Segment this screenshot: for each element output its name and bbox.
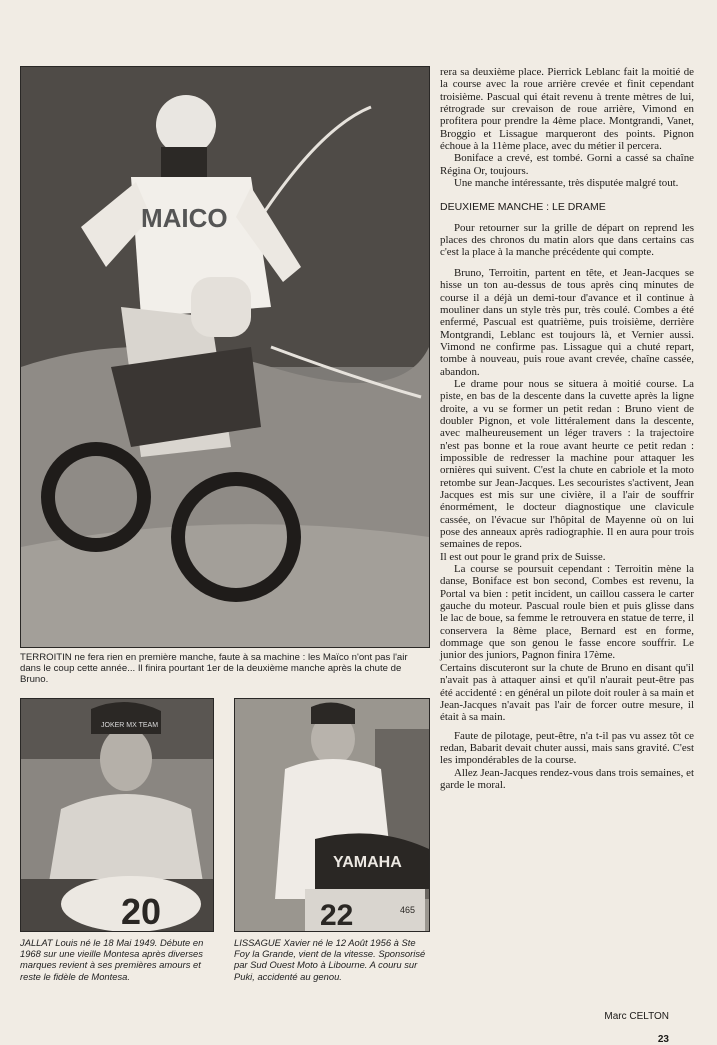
photo-lissague xyxy=(234,698,430,932)
article-paragraph: Boniface a crevé, est tombé. Gorni a cassé sa chaîne Régina Or, toujours. xyxy=(440,152,694,177)
article-paragraph: Il est out pour le grand prix de Suisse. xyxy=(440,550,606,563)
main-photo-caption: TERROITIN ne fera rien en première manche, faute à sa machine : les Maïco n'ont pas l'air dans le coup cette année... Il finira pourtant 1er de la deuxième manche après la chute de Bruno. xyxy=(20,652,408,685)
photo-jallat xyxy=(20,698,214,932)
article-paragraph: Le drame pour nous se situera à moitié course. La piste, en bas de la descente dans la cuvette après la ligne droite, a vu se former un petit redan : Bruno vient de doubler Pignon, et vole littéralement dans la descente, avec malheureusement un léger travers : la trajectoire n'est pas bonne et la roue avant heurte ce petit redan : impossible de redresser la machine pour attaquer les ornières qui suivent. C'est la chute en cabriole et la moto retombe sur Jean-Jacques. Les secouristes s'activent, Jean Jacques est mis sur une civière, il a l'air de souffrir énormément, le docteur diagnostique une clavicule cassée, on l'évacue sur l'hôpital de Mayenne où on lui pose des anneaux après radiographie. Il en aura pour trois semaines de repos. xyxy=(440,377,694,551)
yamaha-text: YAMAHA xyxy=(333,854,402,871)
maico-jersey-text: MAICO xyxy=(141,203,228,233)
number-20-text: 20 xyxy=(121,891,162,931)
jallat-caption: JALLAT Louis né le 18 Mai 1949. Débute en 1968 sur une vieille Montesa après diverses marques revient à ses premières amours et reste le fidèle de Montesa. xyxy=(20,937,204,982)
article-paragraph: rera sa deuxième place. Pierrick Leblanc fait la moitié de la course avec la roue arrière crevée et finit cependant troisième. Pascual qui était revenu à trente mètres de lui, rétrograde sur crevaison de roue arrière, Vimond en profitera pour prendre la 4ème place. Montgrandi, Vanet, Broggio et Lissague marqueront des points. Pignon échoue à la 11ème place, avec du métier il percera. xyxy=(440,66,694,153)
main-photo-terroitin xyxy=(20,66,430,648)
article-paragraph: Certains discuteront sur la chute de Bruno en disant qu'il n'avait pas à attaquer ainsi et qu'il n'aurait peut-être pas été accidenté : en général un pilote doit rouler à sa main et Jean-Jacques n'avait pas l'air de forcer outre mesure, il était à sa main. xyxy=(440,661,695,724)
author-signature: Marc CELTON xyxy=(604,1011,669,1022)
article-paragraph: Allez Jean-Jacques rendez-vous dans trois semaines, et garde le moral. xyxy=(440,766,694,791)
article-paragraph: Faute de pilotage, peut-être, n'a t-il pas vu assez tôt ce redan, Babarit devait chuter aussi, mais sans gravité. C'est les impondérables de la course. xyxy=(440,729,694,767)
cc-text: 465 xyxy=(400,905,416,915)
section-heading: DEUXIEME MANCHE : LE DRAME xyxy=(440,201,606,214)
article-paragraph: Bruno, Terroitin, partent en tête, et Jean-Jacques se hisse un ton au-dessus de tous après cinq minutes de course il a déjà un demi-tour d'avance et il continue à mouliner dans un style très pur, très coulé. Combes a été enfermé, Pascual est quatrième, puis troisième, derrière Montgrandi, Leblanc est toujours là, et Vernier aussi. Vimond ne confirme pas. Lissague qui a chuté repart, tombe à nouveau, puis roue avant crevée, chaîne cassée, abandon. xyxy=(440,266,694,378)
article-paragraph: La course se poursuit cependant : Terroitin mène la danse, Boniface est bon second, Combes est revenu, la Portal va bien : petit incident, un caillou cassera le carter gauche du moteur. Pascual roule bien et puis glisse dans le lac de boue, sa femme le retrouvera en statue de terre, il conservera la 8ème place, Bernard est en forme, dommage que son genou le fasse encore souffrir. Le junior des juniors, Pagnon finira 17ème. xyxy=(440,563,694,662)
cap-badge-text: JOKER MX TEAM xyxy=(101,722,159,729)
page-number: 23 xyxy=(657,1034,669,1045)
article-paragraph: Une manche intéressante, très disputée malgré tout. xyxy=(454,177,679,190)
article-paragraph: Pour retourner sur la grille de départ on reprend les places des chronos du matin alors que dans certains cas c'est la place à la manche précédente qui compte. xyxy=(440,221,694,259)
article-column xyxy=(440,66,694,791)
number-22-text: 22 xyxy=(320,899,354,931)
lissague-caption: LISSAGUE Xavier né le 12 Août 1956 à Ste Foy la Grande, vient de la vitesse. Sponsorisé par Sud Ouest Moto à Libourne. A couru sur Puki, accidenté au genou. xyxy=(234,937,426,982)
